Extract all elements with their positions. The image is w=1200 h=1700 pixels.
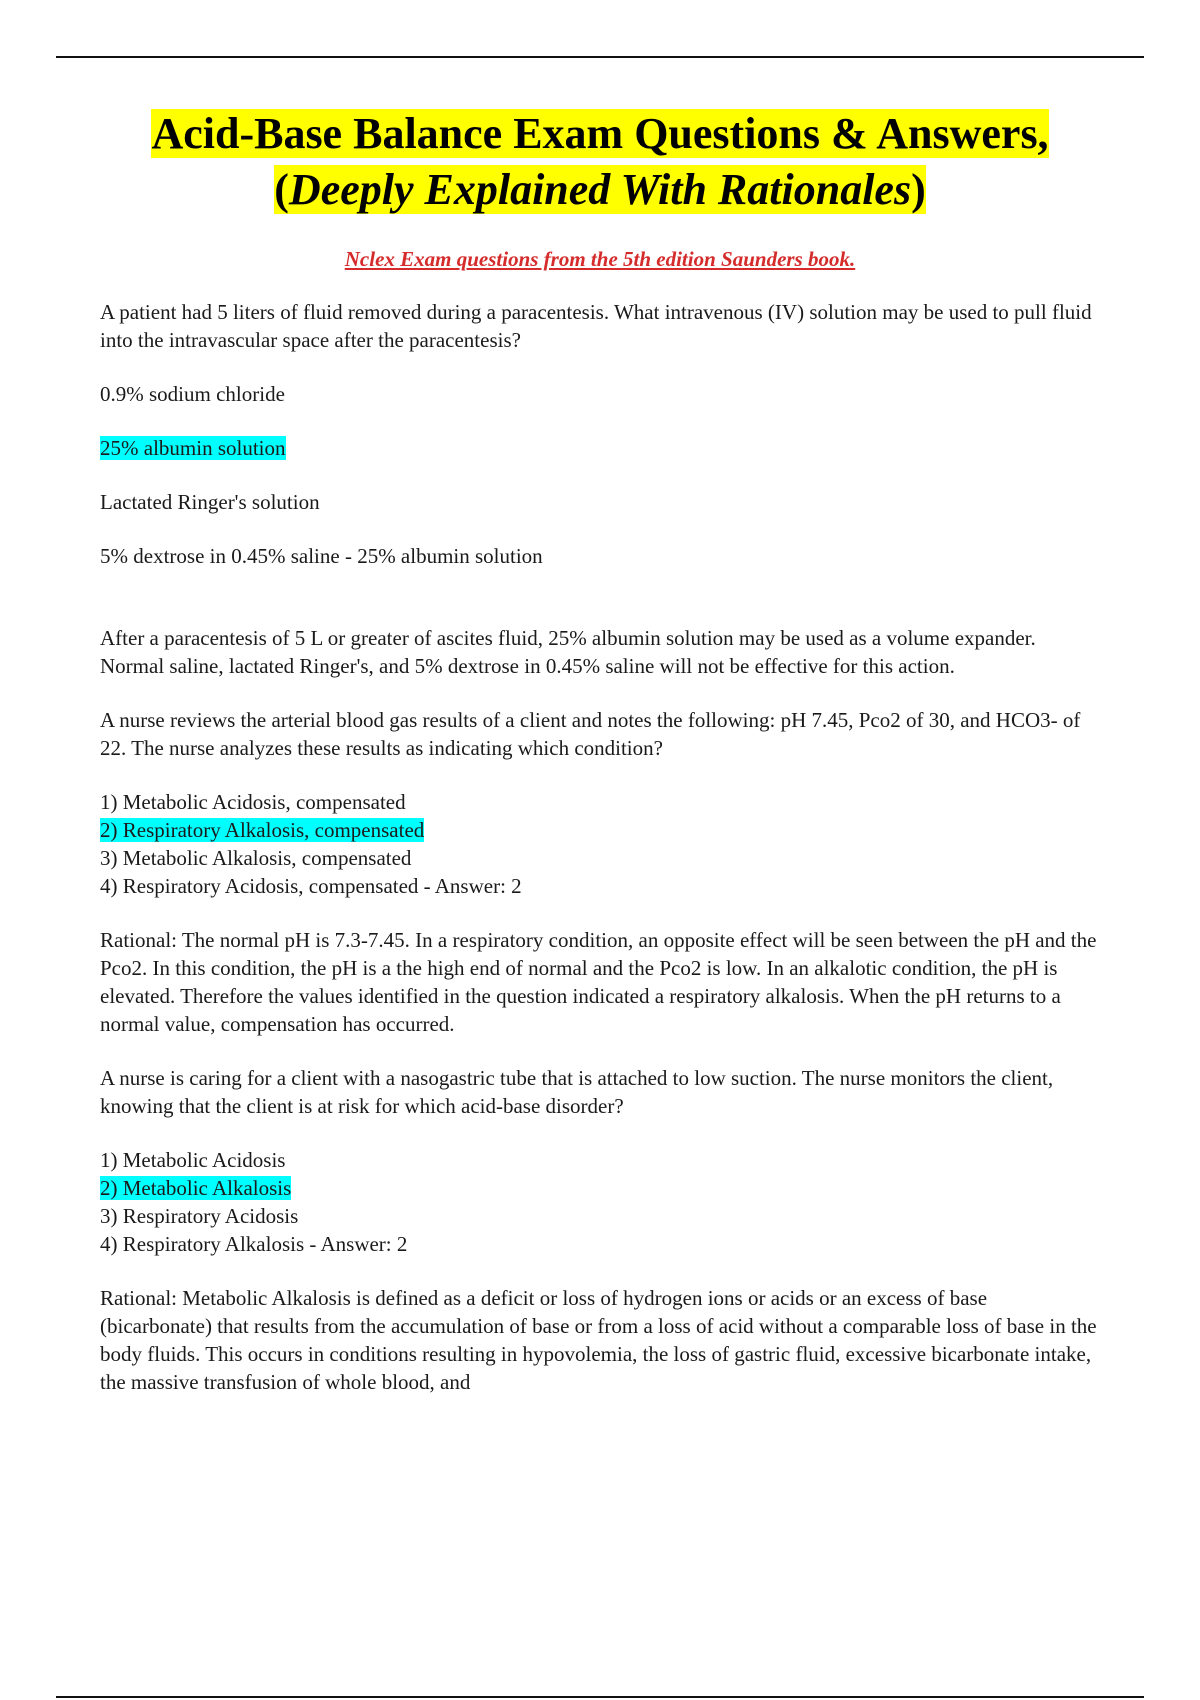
title-line-2 xyxy=(274,165,925,214)
question-3-text: A nurse is caring for a client with a nasogastric tube that is attached to low suction. The nurse monitors the client, knowing that the client is at risk for which acid-base disorder? xyxy=(100,1066,1054,1118)
question-3-option-4: 4) Respiratory Alkalosis - Answer: 2 xyxy=(100,1232,408,1256)
document-subtitle: Nclex Exam questions from the 5th edition Saunders book. xyxy=(344,247,856,271)
question-2-option-3: 3) Metabolic Alkalosis, compensated xyxy=(100,846,412,870)
correct-answer-highlight: 25% albumin solution xyxy=(100,436,286,460)
question-1-rationale: After a paracentesis of 5 L or greater of ascites fluid, 25% albumin solution may be used as a volume expander. Normal saline, lactated Ringer's, and 5% dextrose in 0.45% saline will not be effective for this action. xyxy=(100,626,1036,678)
correct-answer-highlight: 2) Metabolic Alkalosis xyxy=(100,1176,292,1200)
question-2-rationale: Rational: The normal pH is 7.3-7.45. In a respiratory condition, an opposite effect will be seen between the pH and the Pco2. In this condition, the pH is a the high end of normal and the Pco2 is low. In an alkalotic condition, the pH is elevated. Therefore the values identified in the question indicated a respiratory alkalosis. When the pH returns to a normal value, compensation has occurred. xyxy=(100,928,1097,1036)
question-1-option-4: 5% dextrose in 0.45% saline - 25% albumin solution xyxy=(100,544,543,568)
document-title xyxy=(100,106,1100,218)
question-1-text: A patient had 5 liters of fluid removed during a paracentesis. What intravenous (IV) solution may be used to pull fluid into the intravascular space after the paracentesis? xyxy=(100,300,1092,352)
question-2-option-2 xyxy=(100,816,1100,844)
question-2-options xyxy=(100,788,1100,900)
question-3-option-3: 3) Respiratory Acidosis xyxy=(100,1204,299,1228)
correct-answer-highlight: 2) Respiratory Alkalosis, compensated xyxy=(100,818,425,842)
question-2-option-1: 1) Metabolic Acidosis, compensated xyxy=(100,790,406,814)
question-3-option-1: 1) Metabolic Acidosis xyxy=(100,1148,286,1172)
bottom-divider xyxy=(56,1696,1144,1698)
question-3-option-2 xyxy=(100,1174,1100,1202)
question-1-option-2 xyxy=(100,434,1100,462)
title-paren-open: ( xyxy=(274,165,289,214)
title-line-1: Acid-Base Balance Exam Questions & Answers, xyxy=(151,109,1049,158)
question-2-option-4: 4) Respiratory Acidosis, compensated - Answer: 2 xyxy=(100,874,522,898)
title-paren-close: ) xyxy=(911,165,926,214)
document-body xyxy=(100,106,1100,1396)
question-3-rationale: Rational: Metabolic Alkalosis is defined as a deficit or loss of hydrogen ions or acids or an excess of base (bicarbonate) that results from the accumulation of base or from a loss of acid without a comparable loss of base in the body fluids. This occurs in conditions resulting in hypovolemia, the loss of gastric fluid, excessive bicarbonate intake, the massive transfusion of whole blood, and xyxy=(100,1286,1097,1394)
question-1-option-1: 0.9% sodium chloride xyxy=(100,382,285,406)
question-3-options xyxy=(100,1146,1100,1258)
top-divider xyxy=(56,56,1144,58)
question-1-option-3: Lactated Ringer's solution xyxy=(100,490,320,514)
question-2-text: A nurse reviews the arterial blood gas results of a client and notes the following: pH 7.45, Pco2 of 30, and HCO3- of 22. The nurse analyzes these results as indicating which condition? xyxy=(100,708,1081,760)
title-italic-text: Deeply Explained With Rationales xyxy=(288,165,912,214)
